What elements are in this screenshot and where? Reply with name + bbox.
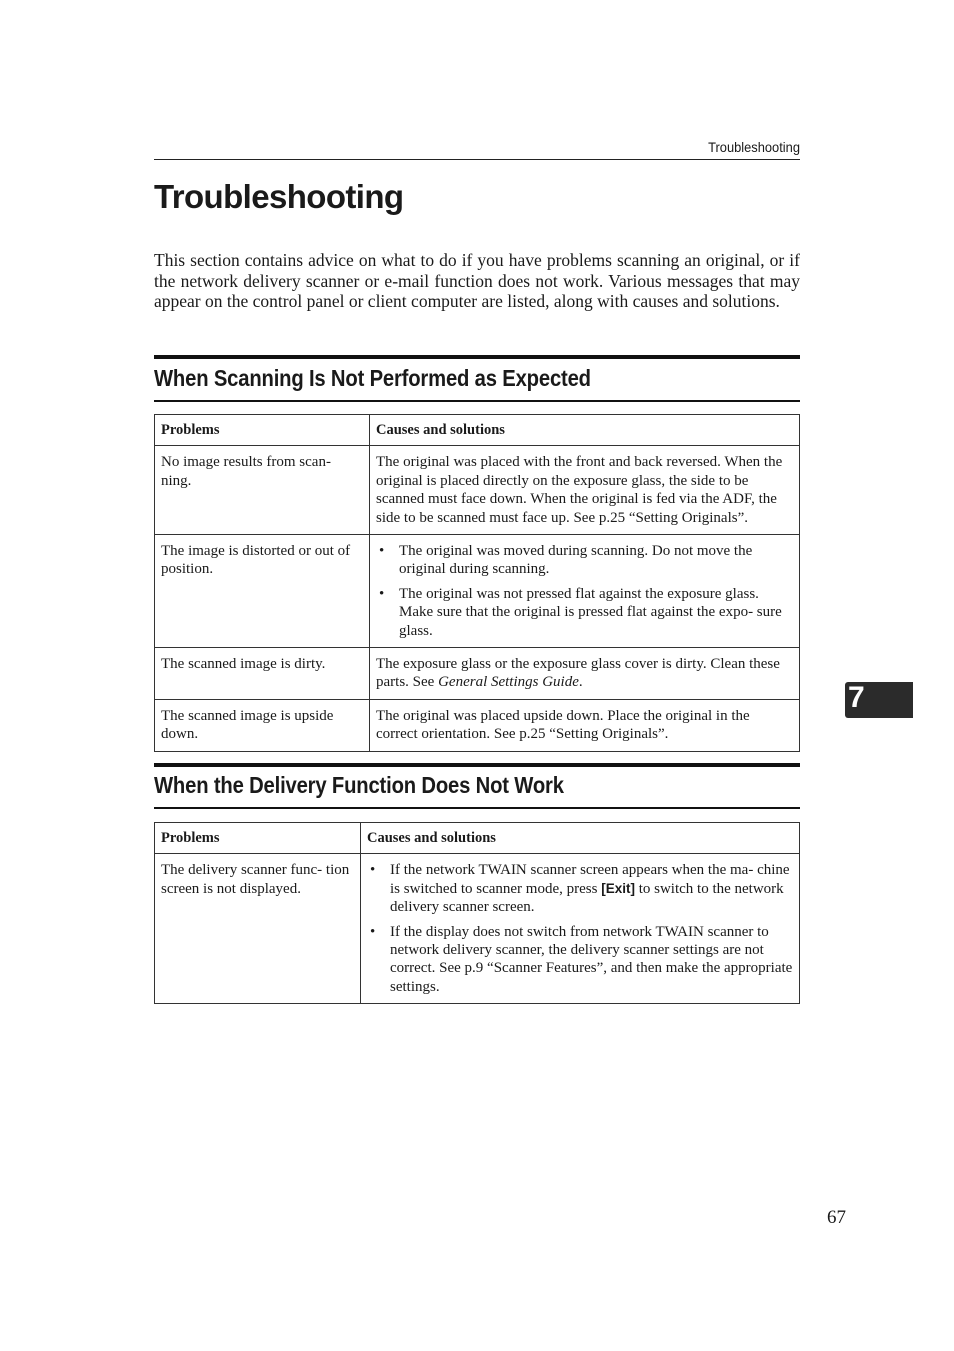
manual-reference: General Settings Guide (438, 674, 579, 691)
cause-text-end: . (578, 674, 583, 691)
cause-text: The exposure glass or the exposure glass cover is dirty. Clean these parts. See (376, 656, 780, 691)
table-row (155, 535, 800, 648)
table-header-row (155, 823, 800, 854)
chapter-number: 7 (848, 681, 865, 714)
bullet-glyph: • (370, 923, 376, 940)
list-item-text: The original was moved during scanning. Do not move the original during scanning. (399, 543, 753, 578)
cause-cell: The original was placed upside down. Place the original in the correct orientation. See p.25 “Setting Originals”. (370, 699, 800, 751)
list-item-text: If the network TWAIN scanner screen appears when the ma- chine is switched to scanner mode, press (390, 862, 790, 897)
page-number: 67 (827, 1207, 846, 1228)
table-row (155, 854, 800, 1004)
bullet-glyph: • (379, 585, 385, 602)
running-head: Troubleshooting (708, 139, 800, 155)
table-header-row (155, 415, 800, 446)
section2-top-rule (154, 763, 800, 767)
list-item (376, 585, 793, 640)
cause-cell: The original was placed with the front and back reversed. When the original is placed directly on the exposure glass, the side to be scanned must face down. When the original is fed via the ADF, the side to be scanned must face up. See p.25 “Setting Originals”. (370, 446, 800, 535)
list-item (367, 861, 793, 916)
cause-cell (370, 648, 800, 700)
section1-title: When Scanning Is Not Performed as Expected (154, 365, 591, 391)
problem-cell: The scanned image is dirty. (155, 648, 370, 700)
cause-cell (361, 854, 800, 1004)
problem-cell: No image results from scan- ning. (155, 446, 370, 535)
section1-top-rule (154, 355, 800, 359)
table-row (155, 446, 800, 535)
problem-cell: The scanned image is upside down. (155, 699, 370, 751)
list-item (376, 542, 793, 579)
list-item-text-end: to switch to the network delivery scanner screen. (390, 880, 784, 916)
list-item (367, 923, 793, 997)
header-rule (154, 159, 800, 160)
list-item-text: If the display does not switch from network TWAIN scanner to network delivery scanner, the delivery scanner settings are not correct. See p.9 “Scanner Features”, and then make the appropriate settings. (390, 923, 793, 995)
section1-bottom-rule (154, 400, 800, 402)
column-header-causes: Causes and solutions (370, 415, 800, 446)
intro-paragraph: This section contains advice on what to do if you have problems scanning an original, or if the network delivery scanner or e-mail function does not work. Various messages that may appear on the control panel or client computer are listed, along with causes and solutions. (154, 250, 800, 312)
exit-key-label: [Exit] (601, 880, 635, 896)
column-header-causes: Causes and solutions (361, 823, 800, 854)
cause-cell (370, 535, 800, 648)
table-row (155, 648, 800, 700)
section2-title: When the Delivery Function Does Not Work (154, 772, 564, 798)
column-header-problems: Problems (155, 823, 361, 854)
section2-bottom-rule (154, 807, 800, 809)
chapter-tab (845, 682, 913, 718)
column-header-problems: Problems (155, 415, 370, 446)
cause-bullet-list (376, 542, 793, 640)
list-item-text: The original was not pressed flat against the exposure glass. Make sure that the original is pressed flat against the expo- sure glass. (399, 585, 782, 639)
bullet-glyph: • (379, 543, 385, 560)
delivery-problems-table (154, 822, 800, 1004)
table-row (155, 699, 800, 751)
bullet-glyph: • (370, 862, 376, 879)
scanning-problems-table (154, 414, 800, 752)
problem-cell: The image is distorted or out of position. (155, 535, 370, 648)
cause-bullet-list (367, 861, 793, 996)
page-title: Troubleshooting (154, 178, 404, 215)
problem-cell: The delivery scanner func- tion screen is not displayed. (155, 854, 361, 1004)
